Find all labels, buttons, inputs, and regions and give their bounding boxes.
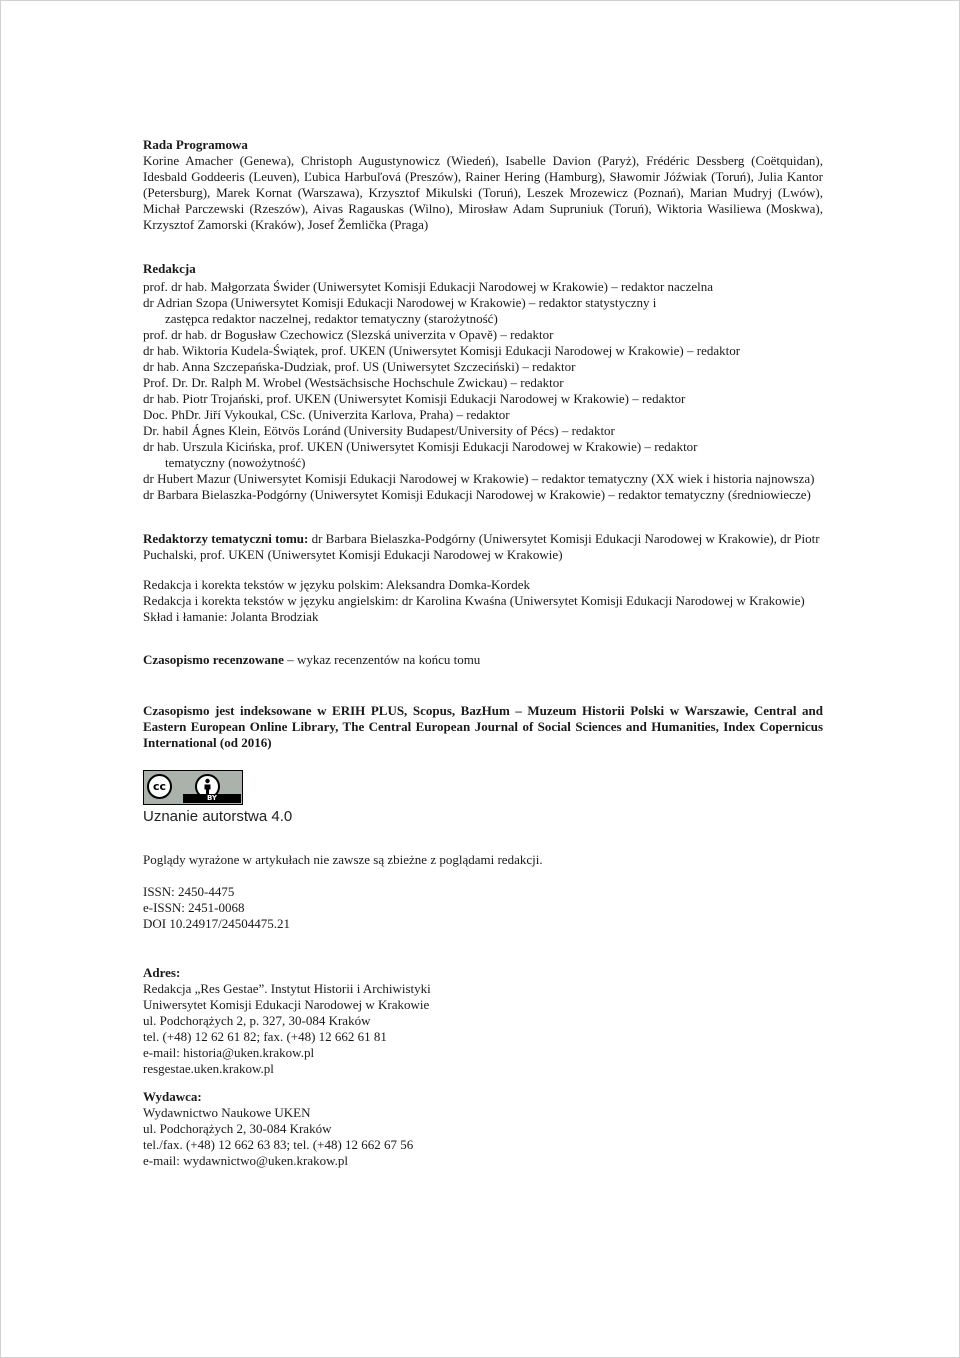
wydawca-line: tel./fax. (+48) 12 662 63 83; tel. (+48) 12 662 67 56 (143, 1137, 414, 1152)
redakcja-item: Prof. Dr. Dr. Ralph M. Wrobel (Westsächsische Hochschule Zwickau) – redaktor (143, 375, 564, 390)
korekta-pl: Redakcja i korekta tekstów w języku polskim: Aleksandra Domka-Kordek (143, 577, 531, 592)
doi: DOI 10.24917/24504475.21 (143, 916, 290, 931)
recenzowane-label: Czasopismo recenzowane (143, 652, 284, 667)
redakcja-item: Dr. habil Ágnes Klein, Eötvös Loránd (University Budapest/University of Pécs) – redaktor (143, 423, 615, 438)
issn: ISSN: 2450-4475 (143, 884, 235, 899)
adres-website[interactable]: resgestae.uken.krakow.pl (143, 1061, 274, 1076)
identifiers (143, 884, 823, 932)
wydawca-heading: Wydawca: (143, 1089, 202, 1104)
adres-line: Redakcja „Res Gestae”. Instytut Historii i Archiwistyki (143, 981, 431, 996)
disclaimer-text: Poglądy wyrażone w artykułach nie zawsze są zbieżne z poglądami redakcji. (143, 852, 543, 867)
sklad: Skład i łamanie: Jolanta Brodziak (143, 609, 319, 624)
redaktorzy-tematyczni (143, 531, 823, 563)
cc-by-label: BY (183, 794, 241, 803)
redakcja-item: dr hab. Wiktoria Kudela-Świątek, prof. UKEN (Uniwersytet Komisji Edukacji Narodowej w Krakowie) – redaktor (143, 343, 741, 358)
recenzowane (143, 652, 823, 668)
adres-line: Uniwersytet Komisji Edukacji Narodowej w Krakowie (143, 997, 430, 1012)
redakcja-item: dr hab. Urszula Kicińska, prof. UKEN (Uniwersytet Komisji Edukacji Narodowej w Krakowie) – redaktor tematyczny (nowożytność) (143, 439, 698, 470)
redakcja-item: prof. dr hab. dr Bogusław Czechowicz (Slezská univerzita v Opavě) – redaktor (143, 327, 554, 342)
license-label: Uznanie autorstwa 4.0 (143, 808, 293, 825)
eissn: e-ISSN: 2451-0068 (143, 900, 245, 915)
adres-line: tel. (+48) 12 62 61 82; fax. (+48) 12 662 61 81 (143, 1029, 387, 1044)
rada-heading: Rada Programowa (143, 137, 248, 152)
redakcja-item: dr Barbara Bielaszka-Podgórny (Uniwersytet Komisji Edukacji Narodowej w Krakowie) – redaktor tematyczny (średniowiecze) (143, 487, 811, 502)
license (143, 770, 823, 826)
redakcja-item: dr Adrian Szopa (Uniwersytet Komisji Edukacji Narodowej w Krakowie) – redaktor statystyczny i zastępca redaktor naczelnej, redaktor tematyczny (starożytność) (143, 295, 657, 326)
document-content (143, 137, 823, 1169)
redakcja-heading: Redakcja (143, 261, 196, 276)
tematyczni-label: Redaktorzy tematyczni tomu: (143, 531, 309, 546)
recenzowane-text: – wykaz recenzentów na końcu tomu (283, 652, 481, 667)
tematyczni-names: dr Barbara Bielaszka-Podgórny (Uniwersytet Komisji Edukacji Narodowej w Krakowie), dr Piotr Puchalski, prof. UKEN (Uniwersytet Komisji Edukacji Narodowej w Krakowie) (143, 531, 820, 562)
rada-programowa (143, 137, 823, 233)
wydawca-line: ul. Podchorążych 2, 30-084 Kraków (143, 1121, 332, 1136)
adres (143, 965, 823, 1077)
wydawca (143, 1089, 823, 1169)
redakcja-item: dr hab. Piotr Trojański, prof. UKEN (Uniwersytet Komisji Edukacji Narodowej w Krakowie) – redaktor (143, 391, 686, 406)
adres-line: ul. Podchorążych 2, p. 327, 30-084 Kraków (143, 1013, 371, 1028)
rada-text: Korine Amacher (Genewa), Christoph Augustynowicz (Wiedeń), Isabelle Davion (Paryż), Frédéric Dessberg (Coëtquidan), Idesbald Goddeeris (Leuven), Ľubica Harbuľová (Preszów), Rainer Hering (Hamburg), Sławomir Jóźwiak (Toruń), Julia Kantor (Petersburg), Marek Kornat (Warszawa), Krzysztof Mikulski (Toruń), Leszek Mrozewicz (Poznań), Marian Mudryj (Lwów), Michał Parczewski (Rzeszów), Aivas Ragauskas (Wilno), Mirosław Adam Supruniuk (Toruń), Wiktoria Wasiliewa (Moskwa), Krzysztof Zamorski (Kraków), Josef Žemlička (Praga) (143, 153, 823, 232)
korekta (143, 577, 823, 625)
cc-icon: cc (147, 774, 172, 799)
tematyczni-text (143, 531, 823, 563)
disclaimer (143, 852, 823, 868)
korekta-en: Redakcja i korekta tekstów w języku angielskim: dr Karolina Kwaśna (Uniwersytet Komisji Edukacji Narodowej w Krakowie) (143, 593, 805, 608)
adres-heading: Adres: (143, 965, 181, 980)
redakcja-item: dr Hubert Mazur (Uniwersytet Komisji Edukacji Narodowej w Krakowie) – redaktor tematyczny (XX wiek i historia najnowsza) (143, 471, 815, 486)
cc-by-badge[interactable] (143, 770, 243, 805)
redakcja (143, 261, 823, 503)
indeksowane-text: Czasopismo jest indeksowane w ERIH PLUS, Scopus, BazHum – Muzeum Historii Polski w Warszawie, Central and Eastern European Online Library, The Central European Journal of Social Sciences and Humanities, Index Copernicus International (od 2016) (143, 703, 823, 750)
redakcja-item: Doc. PhDr. Jiří Vykoukal, CSc. (Univerzita Karlova, Praha) – redaktor (143, 407, 510, 422)
adres-email[interactable]: e-mail: historia@uken.krakow.pl (143, 1045, 315, 1060)
redakcja-item: prof. dr hab. Małgorzata Świder (Uniwersytet Komisji Edukacji Narodowej w Krakowie) – redaktor naczelna (143, 279, 714, 294)
wydawca-email[interactable]: e-mail: wydawnictwo@uken.krakow.pl (143, 1153, 348, 1168)
indeksowane (143, 703, 823, 751)
redakcja-item: dr hab. Anna Szczepańska-Dudziak, prof. US (Uniwersytet Szczeciński) – redaktor (143, 359, 576, 374)
wydawca-line: Wydawnictwo Naukowe UKEN (143, 1105, 311, 1120)
